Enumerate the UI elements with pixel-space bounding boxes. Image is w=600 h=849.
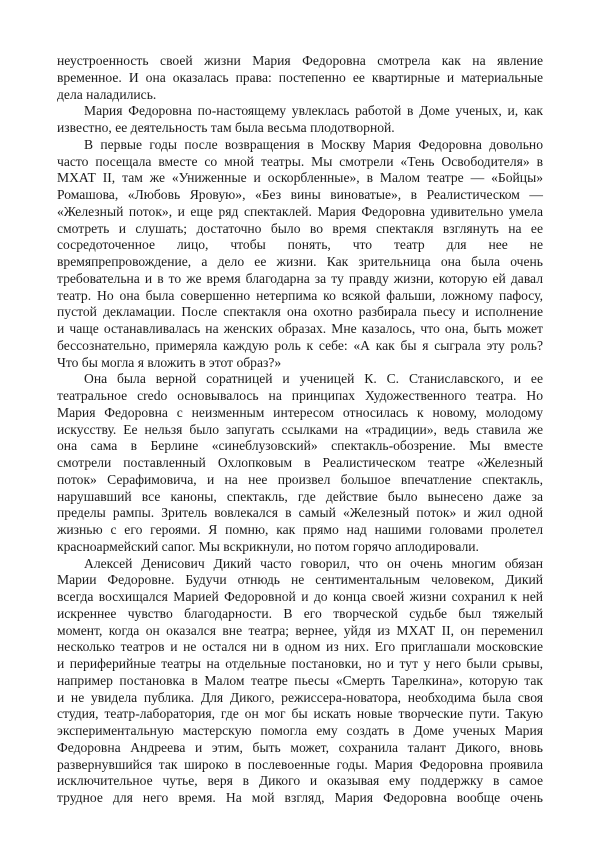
paragraph	[57, 53, 543, 103]
text-line: временное. И она оказалась права: постепенно ее квартирные и материальные	[57, 69, 543, 85]
text-line: она сама в Берлине «синеблузовский» спектакль-обозрение. Мы вместе	[57, 438, 543, 454]
text-line: исключительное чутье, веря в Дикого и оказывая ему поддержку в самое	[57, 773, 543, 789]
paragraph	[57, 103, 543, 137]
text-line: бессознательно, примеряла каждую роль к себе: «А как бы я сыграла эту роль?	[57, 337, 543, 353]
text-line: и периферийные театры на отдельные постановки, но и тут у него были срывы,	[57, 656, 543, 671]
text-line: трудное для него время. На мой взгляд, Мария Федоровна вообще очень	[57, 790, 543, 805]
text-line: пустой декламации. После спектакля она охотно разбирала пьесу и исполнение	[57, 304, 543, 320]
text-line: развернувшийся так широко в послевоенные годы. Мария Федоровна проявила	[57, 756, 543, 772]
document-page	[57, 53, 543, 807]
text-line: времяпрепровождение, а дело ее жизни. Как зрительница она была очень	[57, 254, 543, 269]
text-line: пределы рампы. Зритель вовлекался в самый «Железный поток» и жил одной	[57, 505, 543, 521]
text-line: красноармейский сапог. Мы вскрикнули, но потом горячо аплодировали.	[57, 538, 479, 554]
text-line: Она была верной соратницей и ученицей К. С. Станиславского, и ее	[84, 371, 543, 387]
text-line: В первые годы после возвращения в Москву Мария Федоровна довольно	[84, 136, 543, 152]
text-line: неустроенность своей жизни Мария Федоровна смотрела как на явление	[57, 53, 543, 68]
text-line: Марии Федоровне. Будучи отнюдь не сентиментальным человеком, Дикий	[57, 572, 543, 588]
text-line: поток» Серафимовича, и на нее произвел большое впечатление спектакль,	[57, 471, 543, 487]
text-line: Мария Федоровна по-настоящему увлеклась работой в Доме ученых, и, как	[84, 103, 543, 119]
text-line: Федоровна Андреева и этим, быть может, сохранила талант Дикого, вновь	[57, 739, 543, 755]
text-line: МХАТ II, там же «Униженные и оскорбленные», в Малом театре — «Бойцы»	[57, 170, 543, 186]
text-line: театр. Но она была совершенно нетерпима ко всякой фальши, ложному пафосу,	[57, 287, 543, 303]
text-line: дела наладились.	[57, 86, 157, 102]
text-line: искреннее чувство благодарности. В его творческой судьбе был тяжелый	[57, 605, 543, 621]
text-line: часто посещала вместе со мной театры. Мы смотрели «Тень Освободителя» в	[57, 153, 543, 169]
text-line: момент, когда он оказался вне театра; вернее, уйдя из МХАТ II, он переменил	[57, 622, 543, 638]
text-line: сосредоточенное лицо, чтобы понять, что театр для нее не	[57, 237, 543, 253]
text-line: экспериментальную мастерскую помогла ему создать в Доме ученых Мария	[57, 723, 543, 738]
text-line: театральное credo основывалось на принципах Художественного театра. Но	[57, 388, 543, 403]
text-line: например постановка в Малом театре пьесы «Смерть Тарелкина», которую так	[57, 672, 543, 688]
text-line: нарушавший все каноны, спектакль, где действие было вынесено даже за	[57, 488, 543, 504]
text-line: и чаще останавливалась на женских образах. Мне казалось, что она, быть может	[57, 321, 543, 336]
text-line: смотрели поставленный Охлопковым в Реалистическом театре «Железный	[57, 455, 543, 470]
paragraph	[57, 371, 543, 555]
text-line: Мария Федоровна с неизменным интересом относилась к новому, молодому	[57, 404, 543, 420]
text-line: несколько театров и не остался ни в одном из них. Его приглашали московские	[57, 639, 543, 655]
text-line: известно, ее деятельность там была весьма плодотворной.	[57, 120, 395, 135]
text-line: Что бы могла я вложить в этот образ?»	[57, 354, 282, 370]
text-line: смотреть и слушать; достаточно было во время спектакля взглянуть на ее	[57, 220, 543, 236]
text-line: студия, театр-лаборатория, где он мог бы искать новые творческие пути. Такую	[57, 706, 543, 722]
text-line: и не увидела публика. Для Дикого, режиссера-новатора, необходима была своя	[57, 689, 543, 705]
text-line: искусству. Ее нельзя было запугать ссылками на «традиции», ведь ставила же	[57, 421, 543, 437]
text-line: жизнью с его героями. Я помню, как прямо над нашими головами пролетел	[57, 522, 543, 537]
text-line: «Железный поток», и еще ряд спектаклей. Мария Федоровна удивительно умела	[57, 203, 543, 219]
paragraph	[57, 556, 543, 807]
text-line: Алексей Денисович Дикий часто говорил, что он очень многим обязан	[84, 555, 543, 571]
text-line: Ромашова, «Любовь Яровую», «Без вины виноватые», в Реалистическом —	[57, 187, 543, 202]
paragraph	[57, 137, 543, 372]
text-line: всегда восхищался Марией Федоровной и до конца своей жизни сохранил к ней	[57, 589, 543, 604]
text-line: требовательна и в то же время благодарна за ту правду жизни, которую ей давал	[57, 270, 543, 286]
